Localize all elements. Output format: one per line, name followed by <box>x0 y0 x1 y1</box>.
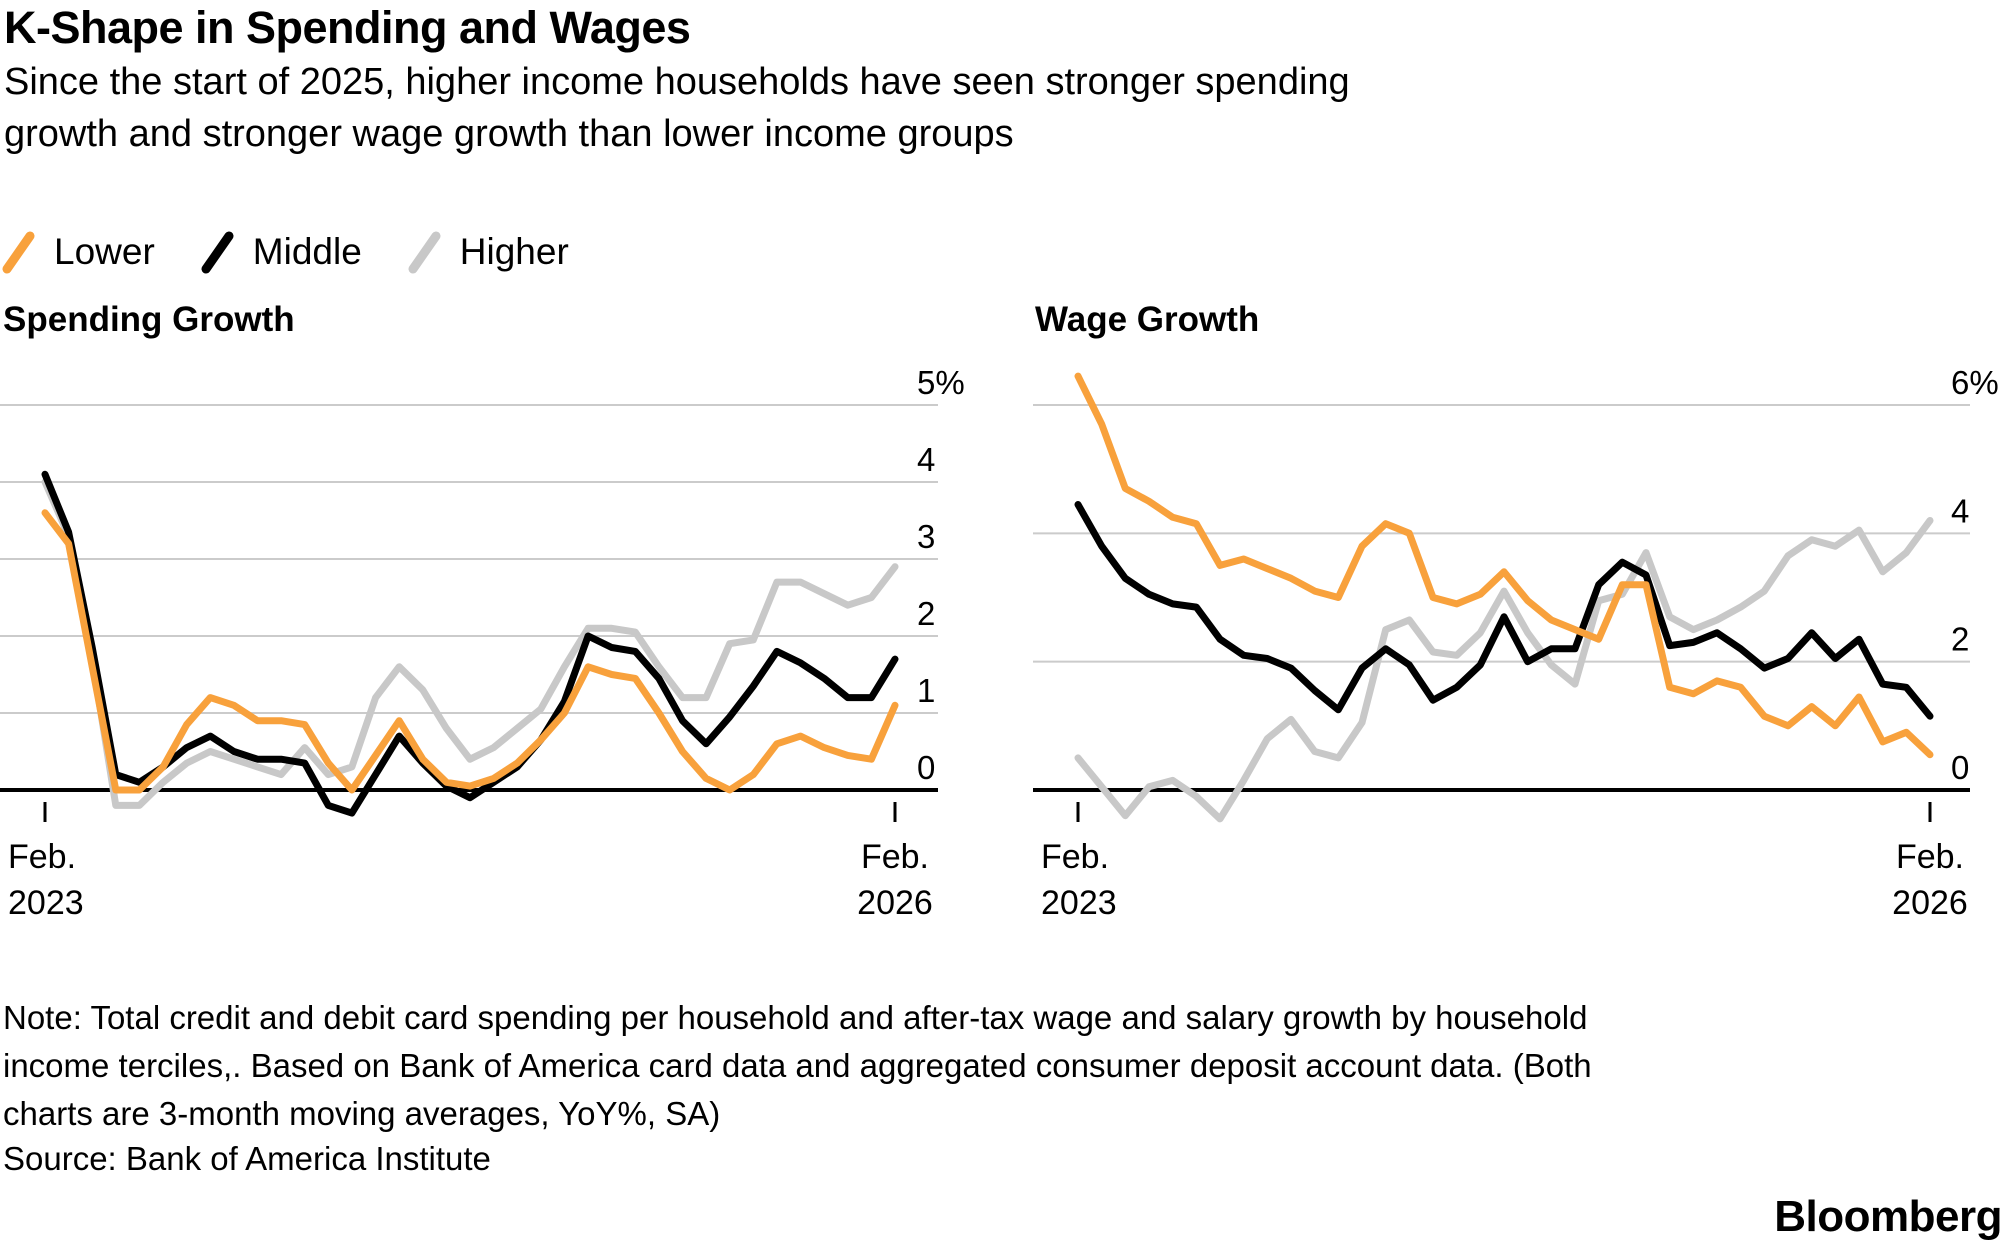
wage-x-tick-label-month-0: Feb. <box>1041 838 1110 876</box>
wage-chart-title: Wage Growth <box>1035 300 1260 339</box>
page-title: K-Shape in Spending and Wages <box>4 2 691 53</box>
legend-slash-higher <box>413 236 436 269</box>
spending-y-axis-label-2: 2 <box>917 595 936 632</box>
wage-series-line-higher <box>1078 521 1930 819</box>
legend-item-middle <box>201 228 362 276</box>
spending-y-axis-label-3: 3 <box>917 518 936 555</box>
spending-x-tick-label-month-0: Feb. <box>8 838 77 876</box>
wage-x-tick-label-year-0: 2023 <box>1041 884 1117 922</box>
wage-y-axis-label-0: 0 <box>1951 749 1970 786</box>
spending-x-tick-label-year-0: 2023 <box>8 884 84 922</box>
legend-label-lower: Lower <box>54 231 155 272</box>
charts-area <box>0 360 2005 940</box>
legend <box>2 228 615 276</box>
page-subtitle <box>4 56 1350 160</box>
spending-y-axis-label-0: 0 <box>917 749 936 786</box>
legend-slash-icon-middle <box>201 228 235 276</box>
footnote-line-2: income terciles,. Based on Bank of America card data and aggregated consumer deposit account data. (Both <box>3 1047 1592 1084</box>
charts-svg <box>0 360 2005 940</box>
subtitle-line-2: growth and stronger wage growth than lower income groups <box>4 113 1014 155</box>
source-line: Source: Bank of America Institute <box>3 1140 491 1177</box>
spending-x-tick-label-year-1: 2026 <box>857 884 933 922</box>
wage-y-axis-label-4: 4 <box>1951 492 1970 530</box>
spending-series-line-lower <box>45 513 895 790</box>
legend-slash-icon-lower <box>2 228 36 276</box>
spending-y-axis-label-1: 1 <box>917 672 936 709</box>
subtitle-line-1: Since the start of 2025, higher income households have seen stronger spending <box>4 61 1350 103</box>
footnote <box>3 994 1592 1138</box>
footnote-line-3: charts are 3-month moving averages, YoY%, SA) <box>3 1095 721 1132</box>
legend-slash-lower <box>7 236 30 269</box>
wage-x-tick-label-month-1: Feb. <box>1895 838 1965 876</box>
spending-x-tick-label-month-1: Feb. <box>860 838 930 876</box>
spending-chart-title: Spending Growth <box>3 300 295 339</box>
footnote-line-1: Note: Total credit and debit card spending per household and after-tax wage and salary growth by household <box>3 999 1588 1036</box>
spending-y-axis-label-4: 4 <box>917 441 936 478</box>
legend-item-higher <box>408 228 569 276</box>
bloomberg-logo: Bloomberg <box>1774 1192 2002 1241</box>
legend-slash-icon-higher <box>408 228 442 276</box>
spending-chart-panel <box>0 364 965 922</box>
wage-y-axis-label-2: 2 <box>1951 620 1970 658</box>
wage-y-axis-label-6: 6% <box>1951 364 1999 401</box>
wage-series-line-lower <box>1078 376 1930 755</box>
wage-chart-panel <box>1033 364 1999 922</box>
legend-slash-middle <box>206 236 229 269</box>
legend-item-lower <box>2 228 155 276</box>
wage-x-tick-label-year-1: 2026 <box>1892 884 1968 922</box>
spending-y-axis-label-5: 5% <box>917 364 965 401</box>
legend-label-middle: Middle <box>252 231 362 272</box>
legend-label-higher: Higher <box>459 231 569 272</box>
